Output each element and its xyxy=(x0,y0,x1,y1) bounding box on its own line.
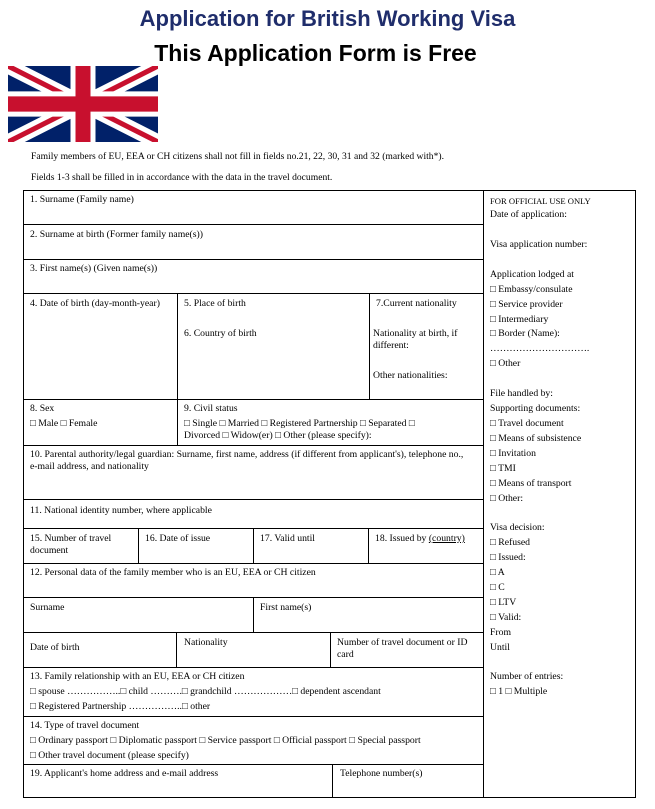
row-divider xyxy=(23,224,483,225)
family-relationship-options[interactable]: □ Registered Partnership ……………..□ other xyxy=(30,701,211,712)
col-divider xyxy=(332,764,333,798)
row-divider xyxy=(23,716,483,717)
official-file-handled: File handled by: xyxy=(490,388,553,399)
family-member-data-label: 12. Personal data of the family member who is an EU, EEA or CH citizen xyxy=(30,567,316,578)
travel-document-type-options[interactable]: □ Other travel document (please specify) xyxy=(30,750,189,761)
official-number-of-entries: Number of entries: xyxy=(490,671,564,682)
family-member-nationality-field[interactable]: Nationality xyxy=(184,637,228,648)
official-valid-checkbox[interactable]: □ Valid: xyxy=(490,612,522,623)
date-of-birth-field[interactable]: 4. Date of birth (day-month-year) xyxy=(30,298,160,309)
family-member-docnum-field[interactable]: Number of travel document or ID card xyxy=(337,637,468,660)
official-refused-checkbox[interactable]: □ Refused xyxy=(490,537,531,548)
family-relationship-options[interactable]: □ spouse ……………..□ child ……….□ grandchild ………………□ dependent ascendant xyxy=(30,686,381,697)
family-member-surname-field[interactable]: Surname xyxy=(30,602,65,613)
surname-field[interactable]: 1. Surname (Family name) xyxy=(30,194,134,205)
civil-status-label: 9. Civil status xyxy=(184,403,238,414)
official-supporting-documents: Supporting documents: xyxy=(490,403,581,414)
official-use-heading: FOR OFFICIAL USE ONLY xyxy=(490,196,591,206)
official-invitation-checkbox[interactable]: □ Invitation xyxy=(490,448,536,459)
row-divider xyxy=(23,563,483,564)
family-members-note: Family members of EU, EEA or CH citizens shall not fill in fields no.21, 22, 30, 31 and 32 (marked with*). xyxy=(31,151,444,162)
sex-options[interactable]: □ Male □ Female xyxy=(30,418,98,429)
uk-flag-icon xyxy=(8,66,158,142)
col-divider xyxy=(253,528,254,563)
family-relationship-label: 13. Family relationship with an EU, EEA or CH citizen xyxy=(30,671,245,682)
issued-by-label: 18. Issued by xyxy=(375,533,429,544)
official-service-provider-checkbox[interactable]: □ Service provider xyxy=(490,299,563,310)
official-divider xyxy=(483,190,484,798)
official-visa-application-number: Visa application number: xyxy=(490,239,588,250)
official-embassy-checkbox[interactable]: □ Embassy/consulate xyxy=(490,284,573,295)
valid-until-field[interactable]: 17. Valid until xyxy=(260,533,315,544)
official-entries-options[interactable]: □ 1 □ Multiple xyxy=(490,686,548,697)
col-divider xyxy=(177,293,178,445)
official-other-docs-checkbox[interactable]: □ Other: xyxy=(490,493,524,504)
home-address-field[interactable]: 19. Applicant's home address and e-mail address xyxy=(30,768,219,779)
civil-status-options[interactable]: Divorced □ Widow(er) □ Other (please specify): xyxy=(184,430,372,441)
sex-label: 8. Sex xyxy=(30,403,55,414)
surname-at-birth-field[interactable]: 2. Surname at birth (Former family name(s)) xyxy=(30,229,203,240)
row-divider xyxy=(23,764,483,765)
official-ltv-checkbox[interactable]: □ LTV xyxy=(490,597,517,608)
country-of-birth-field[interactable]: 6. Country of birth xyxy=(184,328,257,339)
form-subtitle: This Application Form is Free xyxy=(154,40,477,66)
official-issued-checkbox[interactable]: □ Issued: xyxy=(490,552,526,563)
row-divider xyxy=(23,445,483,446)
official-lodged-at: Application lodged at xyxy=(490,269,574,280)
travel-document-type-label: 14. Type of travel document xyxy=(30,720,140,731)
place-of-birth-field[interactable]: 5. Place of birth xyxy=(184,298,246,309)
issued-by-field[interactable] xyxy=(375,533,465,545)
row-divider xyxy=(23,293,483,294)
telephone-field[interactable]: Telephone number(s) xyxy=(340,768,423,779)
official-from: From xyxy=(490,627,511,638)
travel-document-type-options[interactable]: □ Ordinary passport □ Diplomatic passport □ Service passport □ Official passport □ Special passport xyxy=(30,735,421,746)
col-divider xyxy=(368,528,369,563)
official-tmi-checkbox[interactable]: □ TMI xyxy=(490,463,516,474)
official-subsistence-checkbox[interactable]: □ Means of subsistence xyxy=(490,433,582,444)
form-title: Application for British Working Visa xyxy=(139,6,516,31)
family-member-firstname-field[interactable]: First name(s) xyxy=(260,602,312,613)
row-divider xyxy=(23,259,483,260)
date-of-issue-field[interactable]: 16. Date of issue xyxy=(145,533,211,544)
first-name-field[interactable]: 3. First name(s) (Given name(s)) xyxy=(30,263,158,274)
official-a-checkbox[interactable]: □ A xyxy=(490,567,505,578)
family-member-dob-field[interactable]: Date of birth xyxy=(30,642,80,653)
col-divider xyxy=(176,632,177,667)
col-divider xyxy=(369,293,370,399)
issued-by-country: (country) xyxy=(428,533,465,544)
fields-note: Fields 1-3 shall be filled in in accordance with the data in the travel document. xyxy=(31,172,333,183)
official-border-checkbox[interactable]: □ Border (Name): xyxy=(490,328,560,339)
nationality-at-birth-field[interactable]: Nationality at birth, if different: xyxy=(373,328,458,351)
parental-authority-field[interactable]: 10. Parental authority/legal guardian: Surname, first name, address (if different from applicant's), telephone no., e-mail address, and nationality xyxy=(30,449,464,472)
official-visa-decision: Visa decision: xyxy=(490,522,545,533)
official-travel-document-checkbox[interactable]: □ Travel document xyxy=(490,418,564,429)
row-divider xyxy=(23,399,483,400)
row-divider xyxy=(23,667,483,668)
travel-document-number-field[interactable]: 15. Number of travel document xyxy=(30,533,112,556)
col-divider xyxy=(330,632,331,667)
row-divider xyxy=(23,499,483,500)
official-border-dots: …………………………. xyxy=(490,343,590,354)
official-intermediary-checkbox[interactable]: □ Intermediary xyxy=(490,314,549,325)
col-divider xyxy=(138,528,139,563)
current-nationality-field[interactable]: 7.Current nationality xyxy=(376,298,457,309)
official-other-checkbox[interactable]: □ Other xyxy=(490,358,521,369)
col-divider xyxy=(253,597,254,632)
national-id-field[interactable]: 11. National identity number, where applicable xyxy=(30,505,212,516)
official-c-checkbox[interactable]: □ C xyxy=(490,582,505,593)
other-nationalities-field[interactable]: Other nationalities: xyxy=(373,370,448,381)
official-date-of-application: Date of application: xyxy=(490,209,567,220)
civil-status-options[interactable]: □ Single □ Married □ Registered Partnership □ Separated □ xyxy=(184,418,415,429)
row-divider xyxy=(23,632,483,633)
official-until: Until xyxy=(490,642,510,653)
official-transport-checkbox[interactable]: □ Means of transport xyxy=(490,478,572,489)
